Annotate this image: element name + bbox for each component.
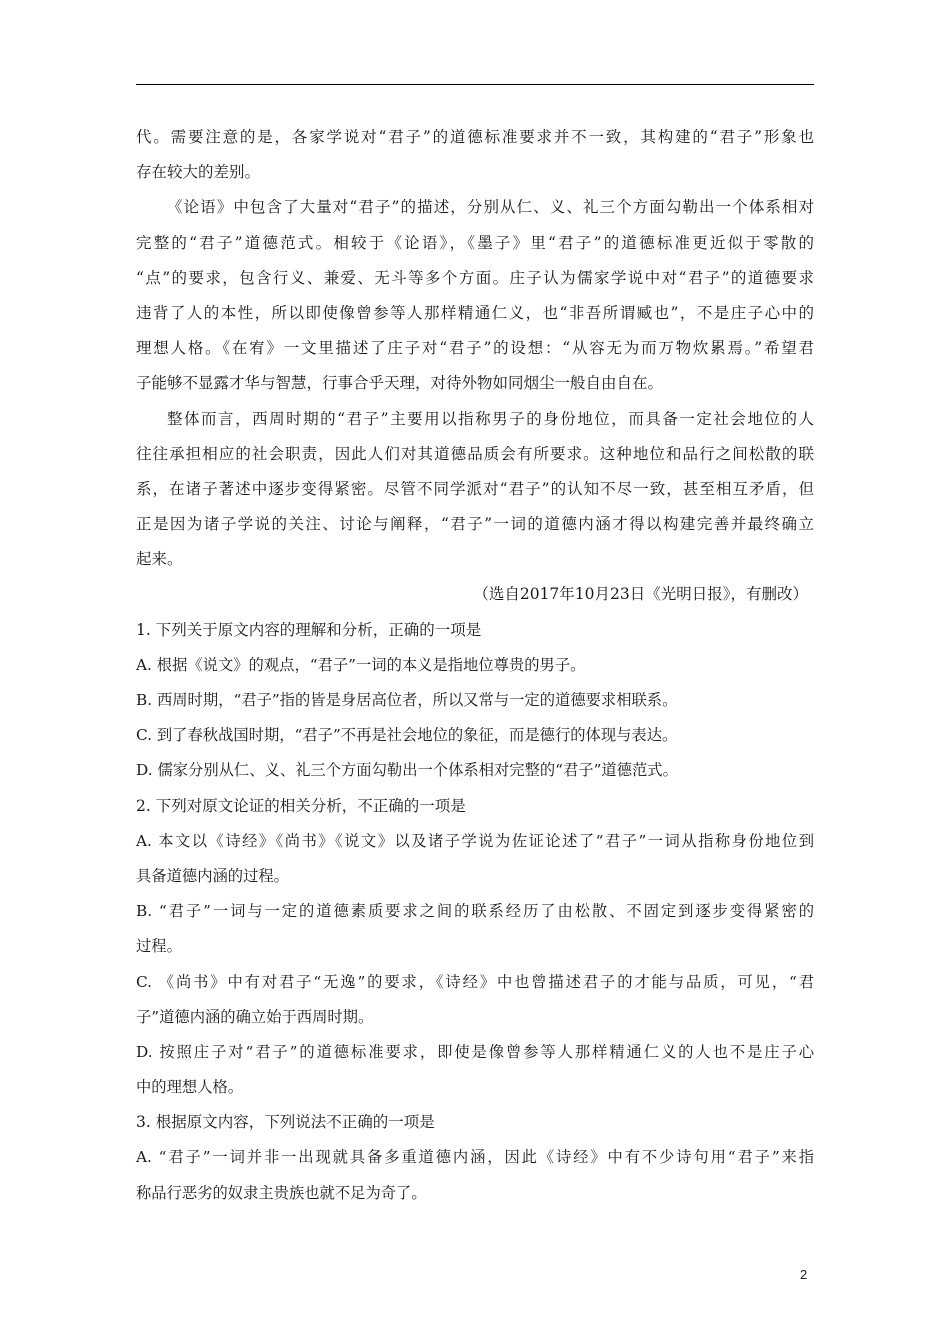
option-b: B. 西周时期，“君子”指的皆是身居高位者，所以又常与一定的道德要求相联系。 [136,691,678,709]
option-a: A. 本文以《诗经》《尚书》《说文》以及诸子学说为佐证论述了“君子”一词从指称身份地位到 [136,831,814,850]
option-c: C. 到了春秋战国时期，“君子”不再是社会地位的象征，而是德行的体现与表达。 [136,726,678,745]
text-line: 存在较大的差别。 [136,163,261,182]
option-d-cont: 中的理想人格。 [136,1078,244,1097]
question-stem: 1. 下列关于原文内容的理解和分析，正确的一项是 [136,620,482,639]
document-body [136,120,814,1211]
paragraph-3 [136,402,814,578]
source-citation: （选自2017年10月23日《光明日报》，有删改） [473,585,808,604]
text-line: “点”的要求，包含行义、兼爱、无斗等多个方面。庄子认为儒家学说中对“君子”的道德要求 [136,268,814,287]
text-line: 往往承担相应的社会职责，因此人们对其道德品质会有所要求。这种地位和品行之间松散的联 [136,444,814,463]
question-3 [136,1105,814,1211]
text-line: 完整的“君子”道德范式。相较于《论语》，《墨子》里“君子”的道德标准更近似于零散的 [136,233,814,252]
question-stem: 2. 下列对原文论证的相关分析，不正确的一项是 [136,796,466,815]
header-rule [136,84,814,85]
option-a: A. “君子”一词并非一出现就具备多重道德内涵，因此《诗经》中有不少诗句用“君子”来指 [136,1148,814,1167]
page-number: 2 [800,1267,808,1282]
option-d: D. 按照庄子对“君子”的道德标准要求，即使是像曾参等人那样精通仁义的人也不是庄子心 [136,1042,814,1061]
text-line: 系，在诸子著述中逐步变得紧密。尽管不同学派对“君子”的认知不尽一致，甚至相互矛盾，但 [136,479,814,498]
option-b-cont: 过程。 [136,937,182,956]
text-line: 整体而言，西周时期的“君子”主要用以指称男子的身份地位，而具备一定社会地位的人 [167,409,814,428]
text-line: 违背了人的本性，所以即使像曾参等人那样精通仁义，也“非吾所谓臧也”，不是庄子心中的 [136,303,814,322]
option-a: A. 根据《说文》的观点，“君子”一词的本义是指地位尊贵的男子。 [136,655,586,674]
text-line: 子能够不显露才华与智慧，行事合乎天理，对待外物如同烟尘一般自由自在。 [136,374,664,393]
option-c: C. 《尚书》中有对君子“无逸”的要求，《诗经》中也曾描述君子的才能与品质，可见，“君 [136,972,814,991]
text-line: 正是因为诸子学说的关注、讨论与阐释，“君子”一词的道德内涵才得以构建完善并最终确立 [136,515,814,534]
text-line: 理想人格。《在宥》一文里描述了庄子对“君子”的设想：“从容无为而万物炊累焉。”希望君 [136,339,814,358]
option-c-cont: 子”道德内涵的确立始于西周时期。 [136,1007,374,1026]
question-1 [136,613,814,789]
paragraph-2 [136,190,814,401]
text-line: 代。需要注意的是，各家学说对“君子”的道德标准要求并不一致，其构建的“君子”形象也 [136,128,814,146]
option-a-cont: 具备道德内涵的过程。 [136,866,289,885]
option-b: B. “君子”一词与一定的道德素质要求之间的联系经历了由松散、不固定到逐步变得紧密的 [136,902,814,921]
paragraph-1 [136,120,814,190]
question-stem: 3. 根据原文内容，下列说法不正确的一项是 [136,1113,435,1132]
option-d: D. 儒家分别从仁、义、礼三个方面勾勒出一个体系相对完整的“君子”道德范式。 [136,761,678,780]
question-2 [136,789,814,1106]
option-a-cont: 称品行恶劣的奴隶主贵族也就不足为奇了。 [136,1183,427,1202]
text-line: 《论语》中包含了大量对“君子”的描述，分别从仁、义、礼三个方面勾勒出一个体系相对 [167,198,814,217]
text-line: 起来。 [136,550,183,569]
